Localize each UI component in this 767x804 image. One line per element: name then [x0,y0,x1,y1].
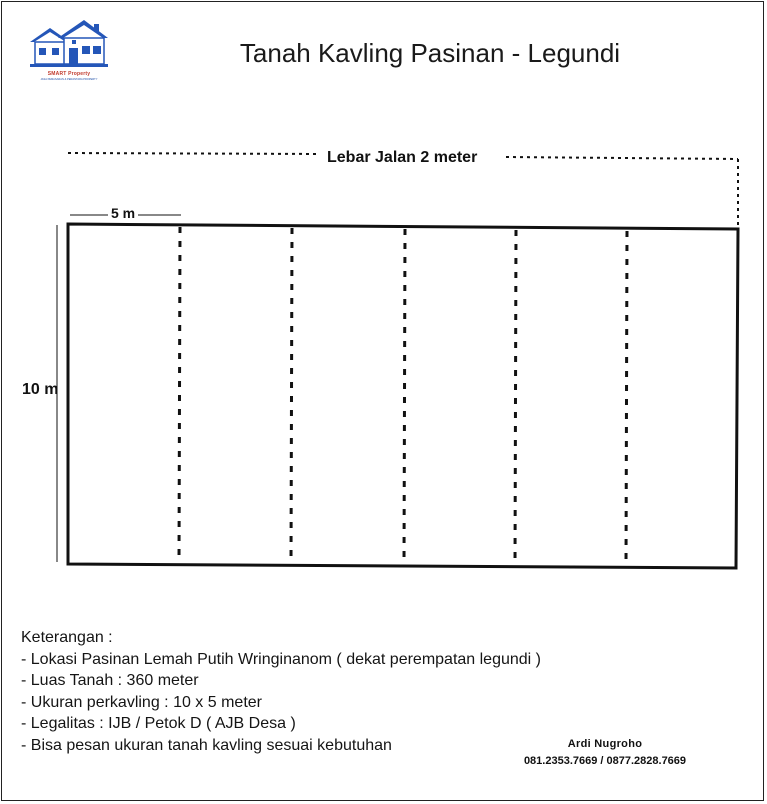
note-item-legality: - Legalitas : IJB / Petok D ( AJB Desa ) [21,715,296,732]
plot-divider [404,229,405,565]
plot-divider [291,228,292,564]
plot-width-label: 5 m [108,205,138,221]
road-line-left [68,153,320,154]
logo-tagline-text: JASA PEMASARAN & PERANTARA PROPERTY [40,78,98,81]
contact-name: Ardi Nugroho [567,738,643,750]
plot-length-label: 10 m [22,381,59,398]
contact-phone: 081.2353.7669 / 0877.2828.7669 [523,755,687,767]
road-width-label: Lebar Jalan 2 meter [327,149,478,166]
plot-dividers [179,227,627,567]
land-outline [68,224,738,568]
logo-brand-text: SMART Property [47,71,91,77]
plot-divider [515,230,516,566]
notes-heading: Keterangan : [21,629,113,646]
plot-divider [179,227,180,563]
note-item-plot-size: - Ukuran perkavling : 10 x 5 meter [21,693,262,711]
contact-block [470,738,740,767]
page-title: Tanah Kavling Pasinan - Legundi [239,38,621,68]
note-item-location: - Lokasi Pasinan Lemah Putih Wringinanom ( dekat perempatan legundi ) [21,650,541,668]
plot-divider [626,231,627,567]
road-line-right [506,157,738,159]
note-item-area: - Luas Tanah : 360 meter [21,672,199,689]
notes-section [21,627,541,756]
note-item-custom-order: - Bisa pesan ukuran tanah kavling sesuai kebutuhan [21,736,392,754]
